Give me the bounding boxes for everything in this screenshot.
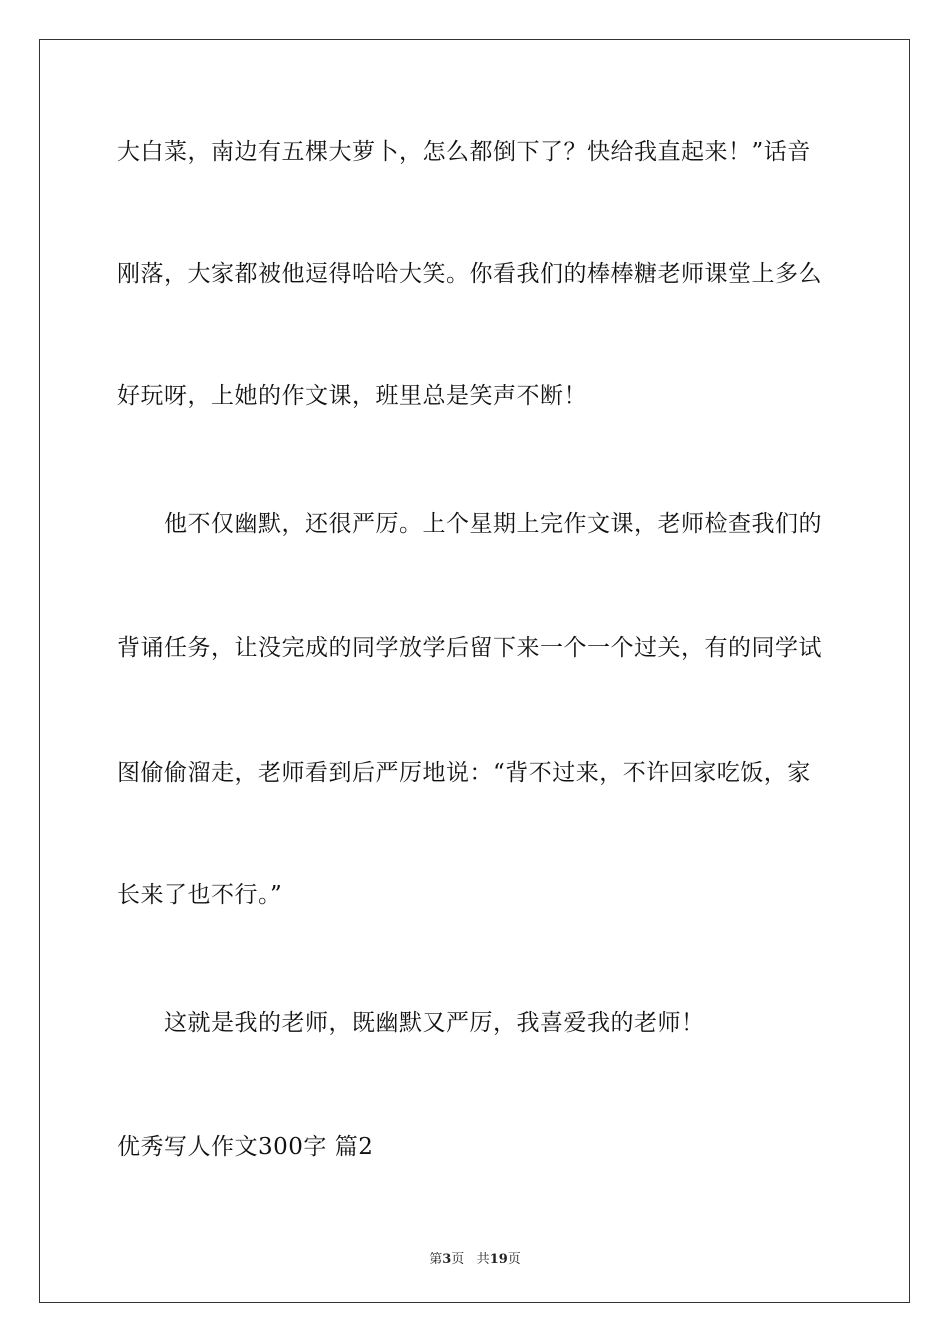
- footer-page-suffix: 页: [451, 1252, 465, 1267]
- paragraph-line: 长来了也不行。”: [117, 882, 283, 908]
- paragraph-line: 图偷偷溜走，老师看到后严厉地说：“背不过来，不许回家吃饭，家: [117, 760, 811, 786]
- footer-total-prefix: 共: [476, 1252, 490, 1267]
- paragraph-line: 刚落，大家都被他逗得哈哈大笑。你看我们的棒棒糖老师课堂上多么: [117, 261, 822, 287]
- page-border: [39, 39, 910, 1303]
- footer-total-pages: 19: [489, 1252, 508, 1267]
- footer-total-suffix: 页: [507, 1252, 521, 1267]
- paragraph-line: 大白菜，南边有五棵大萝卜，怎么都倒下了？快给我直起来！”话音: [117, 139, 811, 165]
- footer-current-page: 3: [442, 1252, 452, 1267]
- paragraph-line: 好玩呀，上她的作文课，班里总是笑声不断！: [117, 383, 587, 409]
- paragraph-line: 背诵任务，让没完成的同学放学后留下来一个一个过关，有的同学试: [117, 635, 822, 661]
- paragraph-line: 这就是我的老师，既幽默又严厉，我喜爱我的老师！: [164, 1010, 705, 1036]
- paragraph-line: 他不仅幽默，还很严厉。上个星期上完作文课，老师检查我们的: [164, 511, 822, 537]
- footer-prefix: 第: [429, 1252, 443, 1267]
- page-footer: [0, 1248, 950, 1267]
- section-heading: 优秀写人作文300字 篇2: [117, 1134, 374, 1160]
